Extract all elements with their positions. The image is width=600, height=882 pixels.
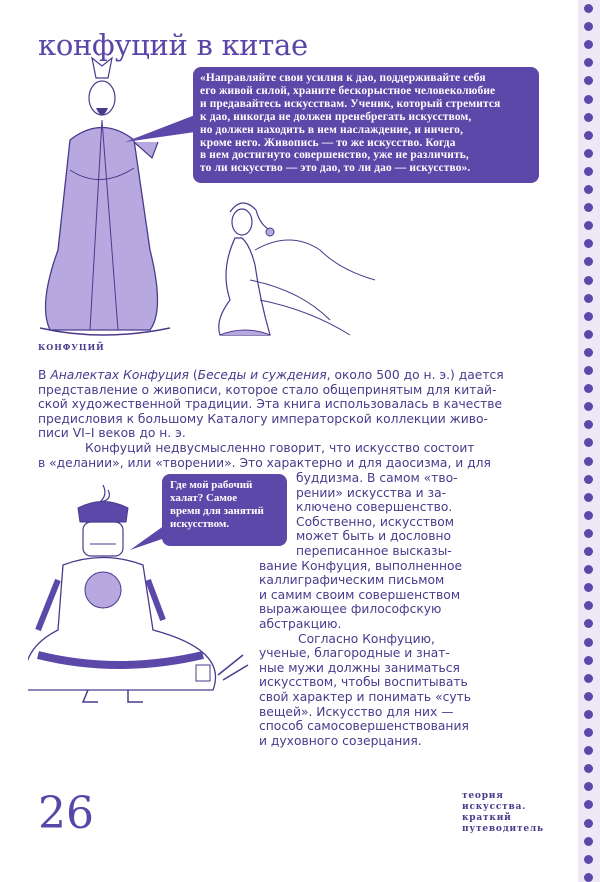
confucius-quote-bubble — [193, 67, 539, 183]
quote-line: в нем достигнуто совершенство, уже не различить, — [200, 149, 469, 162]
body-line: рении» искусства и за- — [296, 485, 447, 500]
body-line: каллиграфическим письмом — [259, 573, 445, 588]
body-line: абстракцию. — [259, 616, 342, 631]
binding-hole-dot — [584, 402, 593, 411]
binding-hole-dot — [584, 4, 593, 13]
binding-hole-dot — [584, 438, 593, 447]
text: ( — [188, 368, 198, 382]
binding-hole-dot — [584, 149, 593, 158]
binding-hole-dot — [584, 800, 593, 809]
body-line: способ самосовершенствования — [259, 719, 469, 734]
binding-hole-dot — [584, 420, 593, 429]
body-line: Конфуций недвусмысленно говорит, что искусство состоит — [85, 440, 475, 455]
body-line: Собственно, искусством — [296, 514, 455, 529]
binding-hole-dot — [584, 457, 593, 466]
binding-hole-dot — [584, 312, 593, 321]
body-line: переписанное высказы- — [296, 543, 452, 558]
binding-hole-dot — [584, 131, 593, 140]
page-title: конфуций в китае — [38, 28, 308, 62]
binding-hole-dot — [584, 294, 593, 303]
spiral-binding-strip — [578, 0, 600, 882]
quote-line: к дао, никогда не должен пренебрегать искусством, — [200, 110, 472, 123]
binding-hole-dot — [584, 782, 593, 791]
quote-line: его живой силой, храните бескорыстное человеколюбие — [200, 84, 496, 97]
speech-bubble-tail — [120, 110, 200, 150]
binding-hole-dot — [584, 330, 593, 339]
text: В — [38, 368, 51, 382]
binding-hole-dot — [584, 239, 593, 248]
binding-hole-dot — [584, 76, 593, 85]
body-line: свой характер и понимать «суть — [259, 689, 472, 704]
body-line: вание Конфуция, выполненное — [259, 558, 463, 573]
body-line: и самим своим совершенством — [259, 587, 461, 602]
quote-line: но должен находить в нем наслаждение, и ничего, — [200, 123, 464, 136]
page-number: 26 — [38, 788, 94, 839]
body-line: представление о живописи, которое стало общепринятым для китай- — [38, 382, 497, 397]
body-line: буддизма. В самом «тво- — [296, 471, 458, 485]
binding-hole-dot — [584, 58, 593, 67]
body-line: и духовного созерцания. — [259, 733, 422, 748]
binding-hole-dot — [584, 95, 593, 104]
bubble-line: искусством. — [170, 518, 230, 530]
body-line: писи VI–I веков до н. э. — [38, 426, 186, 441]
bubble-line: халат? Самое — [170, 492, 238, 504]
running-title-line: теория — [462, 791, 504, 801]
body-line: может быть и дословно — [296, 529, 452, 544]
binding-hole-dot — [584, 203, 593, 212]
binding-hole-dot — [584, 113, 593, 122]
body-line: искусством, чтобы воспитывать — [259, 675, 468, 690]
binding-hole-dot — [584, 40, 593, 49]
running-title-line: краткий — [462, 813, 512, 823]
body-line: выражающее философскую — [259, 602, 442, 617]
running-title-line: путеводитель — [462, 824, 544, 834]
body-paragraph-1 — [38, 368, 504, 470]
body-line: ные мужи должны заниматься — [259, 660, 460, 675]
body-line: Согласно Конфуцию, — [298, 631, 435, 646]
binding-hole-dot — [584, 185, 593, 194]
binding-hole-dot — [584, 257, 593, 266]
body-line: предисловия к большому Каталогу императорской коллекции живо- — [38, 411, 488, 426]
body-line: ключено совершенство. — [296, 500, 453, 515]
book-subtitle: Беседы и суждения — [197, 368, 327, 382]
running-title-line: искусства. — [462, 802, 527, 812]
body-line: вещей». Искусство для них — — [259, 704, 454, 719]
binding-hole-dot — [584, 221, 593, 230]
binding-hole-dot — [584, 22, 593, 31]
body-line: в «делании», или «творении». Это характерно и для даосизма, и для — [38, 455, 491, 470]
illustration-caption: КОНФУЦИЙ — [38, 342, 105, 352]
binding-hole-dot — [584, 837, 593, 846]
dancer-illustration — [200, 190, 380, 345]
binding-hole-dot — [584, 366, 593, 375]
quote-line: и предавайтесь искусствам. Ученик, который стремится — [200, 97, 501, 110]
quote-line: «Направляйте свои усилия к дао, поддерживайте себя — [200, 72, 486, 84]
binding-hole-dot — [584, 855, 593, 864]
quote-line: кроме него. Живопись — то же искусство. Когда — [200, 136, 456, 149]
binding-hole-dot — [584, 764, 593, 773]
confucius-illustration — [30, 50, 180, 340]
text: , около 500 до н. э.) дается — [326, 368, 504, 382]
book-title: Аналектах Конфуция — [50, 368, 189, 382]
bubble-line: время для занятий — [170, 505, 264, 517]
binding-hole-dot — [584, 167, 593, 176]
binding-hole-dot — [584, 873, 593, 882]
quote-line: то ли искусство — это дао, то ли дао — искусство». — [200, 162, 471, 175]
binding-hole-dot — [584, 348, 593, 357]
binding-hole-dot — [584, 384, 593, 393]
body-line: ученые, благородные и знат- — [259, 646, 450, 661]
body-line: ской художественной традиции. Эта книга использовалась в качестве — [38, 397, 503, 412]
bubble-line: Где мой рабочий — [170, 479, 253, 491]
running-title — [462, 791, 544, 835]
binding-hole-dot — [584, 276, 593, 285]
binding-hole-dot — [584, 819, 593, 828]
body-paragraph-2 — [0, 471, 600, 748]
